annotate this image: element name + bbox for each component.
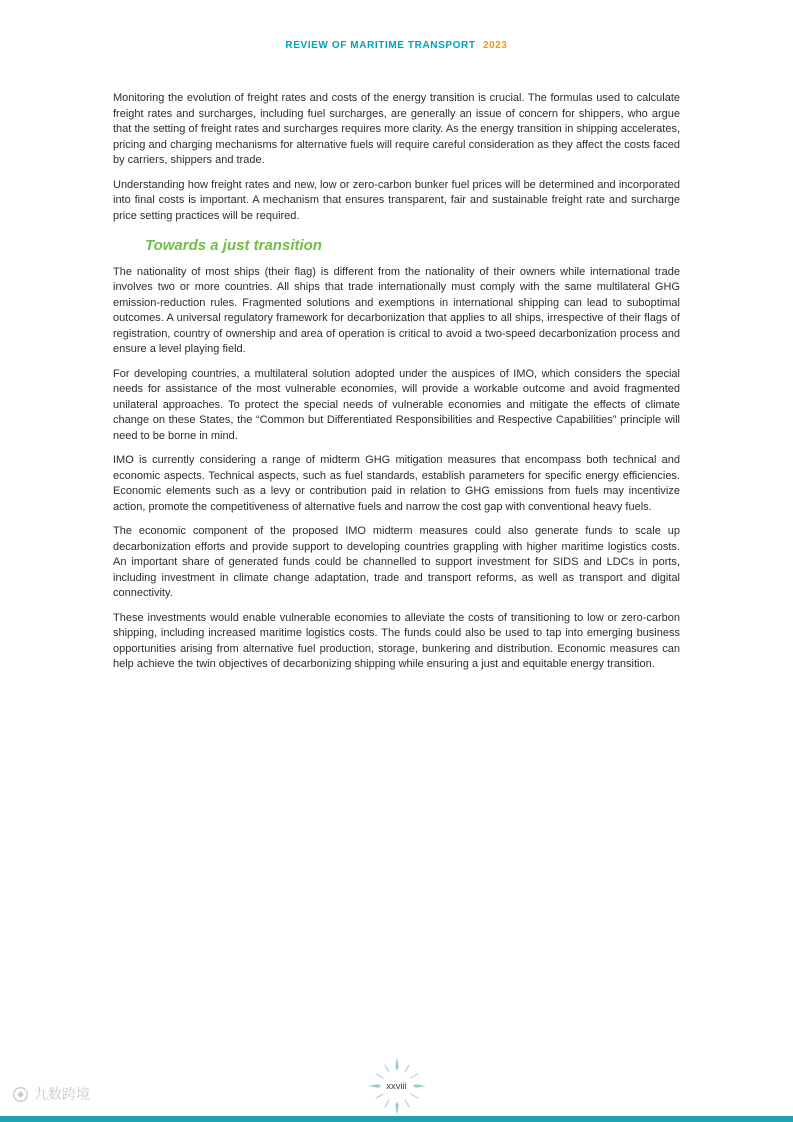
watermark-logo-icon [12, 1086, 29, 1103]
bottom-accent-bar [0, 1116, 793, 1122]
report-title: REVIEW OF MARITIME TRANSPORT [285, 40, 476, 51]
paragraph: For developing countries, a multilateral solution adopted under the auspices of IMO, which considers the special needs for assistance of the most vulnerable economies, will provide a workable outcome and avoid fragmented unilateral approaches. To protect the special needs of vulnerable economies and mitigate the effects of climate change on these States, the “Common but Differentiated Responsibilities and Respective Capabilities” principle will need to be borne in mind. [113, 367, 680, 442]
paragraph: Understanding how freight rates and new, low or zero-carbon bunker fuel prices will be determined and incorporated into final costs is important. A mechanism that ensures transparent, fair and sustainable freight rate and surcharge price setting practices will be required. [113, 178, 680, 222]
page-number: xxviii [386, 1080, 407, 1092]
paragraph: The economic component of the proposed IMO midterm measures could also generate funds to scale up decarbonization efforts and provide support to developing countries grappling with higher maritime logistics costs. An important share of generated funds could be channelled to support investment for SIDS and LDCs in ports, including investment in climate change adaptation, trade and transport reforms, as well as transport and digital connectivity. [113, 525, 680, 599]
watermark-text: 九数跨境 [34, 1086, 90, 1102]
paragraph: These investments would enable vulnerable economies to alleviate the costs of transitioning to low or zero-carbon shipping, including increased maritime logistics costs. The funds could also be used to tap into emerging business opportunities arising from alternative fuel production, storage, bunkering and distribution. Economic measures can help achieve the twin objectives of decarbonizing shipping while ensuring a just and equitable energy transition. [113, 611, 680, 670]
report-year: 2023 [482, 40, 508, 51]
page-body [113, 91, 680, 682]
footer-page-ornament [367, 1056, 427, 1116]
running-header [0, 40, 793, 51]
paragraph: Monitoring the evolution of freight rates and costs of the energy transition is crucial. The formulas used to calculate freight rates and surcharges, including fuel surcharges, are generally an issue of concern for shippers, who argue that the setting of freight rates and surcharges requires more clarity. As the energy transition in shipping accelerates, pricing and charging mechanisms for alternative fuels will require careful consideration as they affect the costs faced by carriers, shippers and trade. [113, 92, 680, 166]
section-heading: Towards a just transition [145, 237, 322, 254]
paragraph: IMO is currently considering a range of midterm GHG mitigation measures that encompass both technical and economic aspects. Technical aspects, such as fuel standards, establish parameters for specific energy efficiencies. Economic elements such as a levy or contribution paid in relation to GHG emissions from fuels may incentivize action, promote the competitiveness of alternative fuels and narrow the cost gap with conventional heavy fuels. [113, 454, 680, 513]
paragraph: The nationality of most ships (their flag) is different from the nationality of their owners while international trade involves two or more countries. All ships that trade internationally must comply with the same multilateral GHG emission-reduction rules. Fragmented solutions and exemptions in international shipping can lead to suboptimal outcomes. A universal regulatory framework for decarbonization that applies to all ships, irrespective of their flags of registration, country of ownership and area of operation is critical to avoid a two-speed decarbonization process and ensure a level playing field. [113, 265, 680, 355]
watermark [12, 1084, 90, 1104]
